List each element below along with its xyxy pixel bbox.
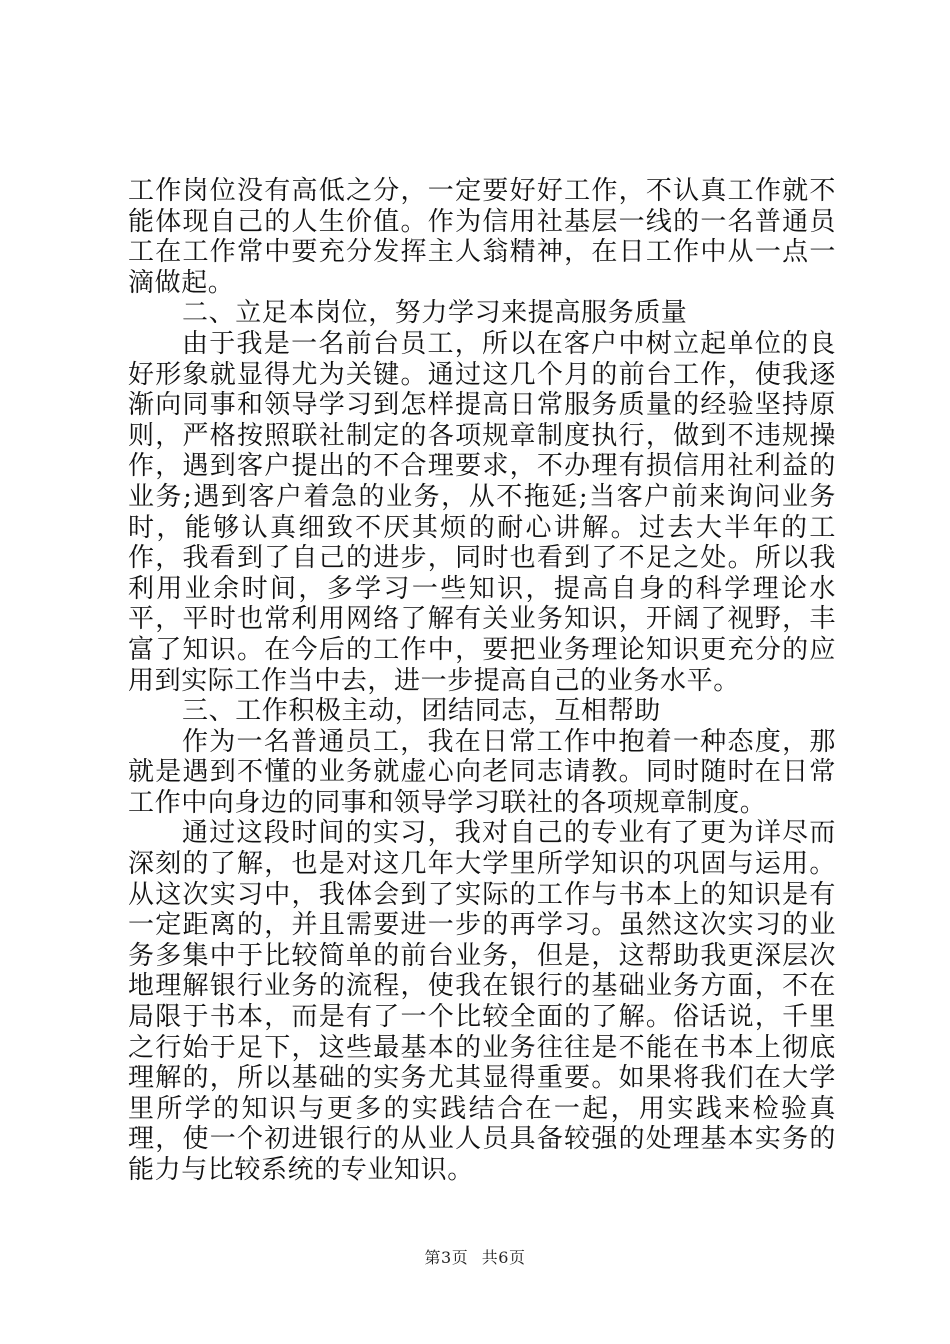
- paragraph-conclusion: 通过这段时间的实习，我对自己的专业有了更为详尽而深刻的了解，也是对这几年大学里所学知识的巩固与运用。从这次实习中，我体会到了实际的工作与书本上的知识是有一定距离的，并且需要进一步的再学习。虽然这次实习的业务多集中于比较简单的前台业务，但是，这帮助我更深层次地理解银行业务的流程，使我在银行的基础业务方面，不在局限于书本，而是有了一个比较全面的了解。俗话说，千里之行始于足下，这些最基本的业务往往是不能在书本上彻底理解的，所以基础的实务尤其显得重要。如果将我们在大学里所学的知识与更多的实践结合在一起，用实践来检验真理，使一个初进银行的从业人员具备较强的处理基本实务的能力与比较系统的专业知识。: [128, 818, 836, 1185]
- section-heading-2: 二、立足本岗位，努力学习来提高服务质量: [182, 298, 688, 329]
- page-number-total: 共6页: [481, 1248, 526, 1267]
- paragraph-section-2: 由于我是一名前台员工，所以在客户中树立起单位的良好形象就显得尤为关键。通过这几个月的前台工作，使我逐渐向同事和领导学习到怎样提高日常服务质量的经验坚持原则，严格按照联社制定的各项规章制度执行，做到不违规操作，遇到客户提出的不合理要求，不办理有损信用社利益的业务;遇到客户着急的业务，从不拖延;当客户前来询问业务时，能够认真细致不厌其烦的耐心讲解。过去大半年的工作，我看到了自己的进步，同时也看到了不足之处。所以我利用业余时间，多学习一些知识，提高自身的科学理论水平，平时也常利用网络了解有关业务知识，开阔了视野，丰富了知识。在今后的工作中，要把业务理论知识更充分的应用到实际工作当中去，进一步提高自己的业务水平。: [128, 328, 836, 696]
- paragraph-section-3: 作为一名普通员工，我在日常工作中抱着一种态度，那就是遇到不懂的业务就虚心向老同志请教。同时随时在日常工作中向身边的同事和领导学习联社的各项规章制度。: [128, 726, 836, 818]
- section-heading-3: 三、工作积极主动，团结同志，互相帮助: [182, 696, 661, 727]
- page-footer: [0, 1245, 950, 1268]
- page-number-current: 第3页: [424, 1248, 469, 1267]
- paragraph-intro: 工作岗位没有高低之分，一定要好好工作，不认真工作就不能体现自己的人生价值。作为信用社基层一线的一名普通员工在工作常中要充分发挥主人翁精神，在日工作中从一点一滴做起。: [128, 176, 836, 298]
- document-body: [128, 176, 836, 1186]
